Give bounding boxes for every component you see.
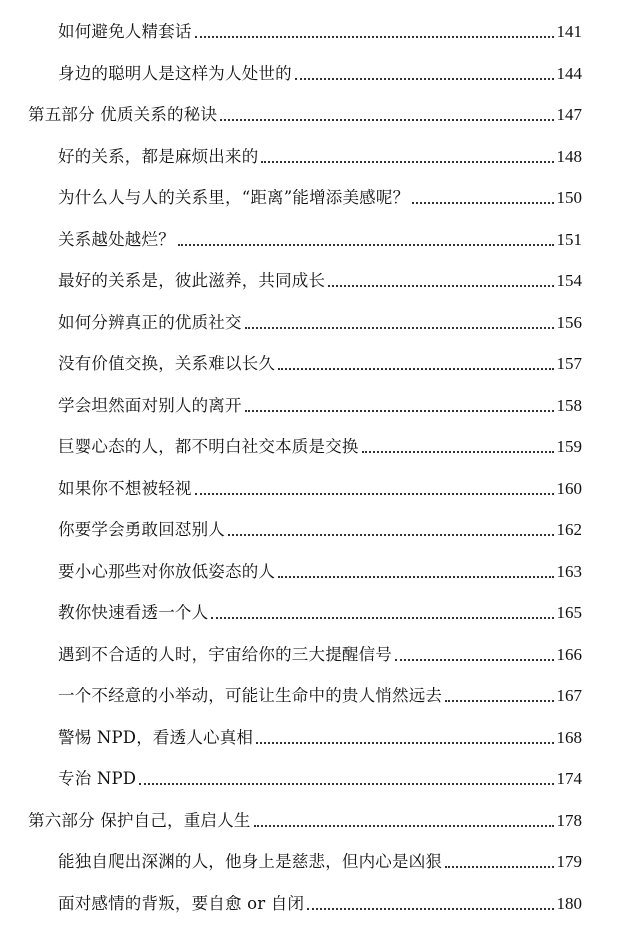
dot-leader xyxy=(445,700,553,702)
toc-page-number: 148 xyxy=(556,147,582,166)
toc-entry-title: 能独自爬出深渊的人，他身上是慈悲，但内心是凶狠 xyxy=(58,852,443,871)
toc-row[interactable] xyxy=(0,221,582,251)
toc-row[interactable] xyxy=(0,179,582,209)
dot-leader xyxy=(307,908,553,910)
toc-entry-title: 没有价值交换，关系难以长久 xyxy=(58,354,276,373)
dot-leader xyxy=(278,368,553,370)
dot-leader xyxy=(278,576,553,578)
toc-row[interactable] xyxy=(0,138,582,168)
toc-page-number: 160 xyxy=(556,479,582,498)
toc-entry-title: 如果你不想被轻视 xyxy=(58,479,192,498)
toc-row[interactable] xyxy=(0,345,582,375)
toc-part-row[interactable] xyxy=(0,802,582,832)
toc-page-number: 150 xyxy=(556,188,582,207)
toc-part-title: 第五部分 优质关系的秘诀 xyxy=(28,105,218,124)
toc-page-number: 159 xyxy=(556,437,582,456)
dot-leader xyxy=(195,36,554,38)
toc-page-number: 179 xyxy=(556,852,582,871)
toc-row[interactable] xyxy=(0,511,582,541)
toc-row[interactable] xyxy=(0,760,582,790)
toc-row[interactable] xyxy=(0,843,582,873)
dot-leader xyxy=(211,617,553,619)
toc-entry-title: 遇到不合适的人时，宇宙给你的三大提醒信号 xyxy=(58,645,392,664)
toc-entry-title: 警惕 NPD，看透人心真相 xyxy=(58,728,254,747)
toc-entry-title: 一个不经意的小举动，可能让生命中的贵人悄然远去 xyxy=(58,686,443,705)
toc-entry-title: 你要学会勇敢回怼别人 xyxy=(58,520,225,539)
dot-leader xyxy=(139,783,553,785)
dot-leader xyxy=(295,78,554,80)
toc-entry-title: 如何避免人精套话 xyxy=(58,22,192,41)
toc-part-title: 第六部分 保护自己，重启人生 xyxy=(28,811,251,830)
toc-page-number: 167 xyxy=(556,686,582,705)
dot-leader xyxy=(245,327,554,329)
toc-row[interactable] xyxy=(0,55,582,85)
toc-row[interactable] xyxy=(0,677,582,707)
toc-page-number: 151 xyxy=(556,230,582,249)
toc-entry-title: 面对感情的背叛，要自愈 or 自闭 xyxy=(58,894,305,913)
toc-page-number: 168 xyxy=(556,728,582,747)
toc-page-number: 156 xyxy=(556,313,582,332)
toc-page-number: 154 xyxy=(556,271,582,290)
dot-leader xyxy=(395,659,554,661)
toc-entry-title: 为什么人与人的关系里，“距离”能增添美感呢？ xyxy=(58,188,410,207)
dot-leader xyxy=(220,119,553,121)
dot-leader xyxy=(256,742,553,744)
dot-leader xyxy=(445,866,553,868)
toc-page-number: 144 xyxy=(556,64,582,83)
dot-leader xyxy=(228,534,554,536)
toc-row[interactable] xyxy=(0,262,582,292)
toc-row[interactable] xyxy=(0,594,582,624)
dot-leader xyxy=(261,161,553,163)
toc-row[interactable] xyxy=(0,885,582,915)
toc-page-number: 174 xyxy=(556,769,582,788)
toc-page-number: 178 xyxy=(556,811,582,830)
toc-page-number: 162 xyxy=(556,520,582,539)
toc-row[interactable] xyxy=(0,719,582,749)
dot-leader xyxy=(362,451,554,453)
dot-leader xyxy=(254,825,554,827)
toc-page-number: 165 xyxy=(556,603,582,622)
toc-entry-title: 最好的关系是，彼此滋养，共同成长 xyxy=(58,271,326,290)
toc-entry-title: 巨婴心态的人，都不明白社交本质是交换 xyxy=(58,437,359,456)
toc-row[interactable] xyxy=(0,13,582,43)
toc-page-number: 166 xyxy=(556,645,582,664)
toc-part-row[interactable] xyxy=(0,96,582,126)
toc-row[interactable] xyxy=(0,428,582,458)
toc-page-number: 158 xyxy=(556,396,582,415)
toc-page-number: 141 xyxy=(556,22,582,41)
toc-row[interactable] xyxy=(0,636,582,666)
toc-entry-title: 学会坦然面对别人的离开 xyxy=(58,396,242,415)
toc-entry-title: 关系越处越烂？ xyxy=(58,230,175,249)
toc-page-number: 180 xyxy=(556,894,582,913)
toc-row[interactable] xyxy=(0,387,582,417)
toc-page-number: 147 xyxy=(556,105,582,124)
dot-leader xyxy=(328,285,553,287)
dot-leader xyxy=(412,202,553,204)
dot-leader xyxy=(195,493,554,495)
toc-entry-title: 要小心那些对你放低姿态的人 xyxy=(58,562,276,581)
toc-row[interactable] xyxy=(0,553,582,583)
toc-row[interactable] xyxy=(0,304,582,334)
toc-page-number: 157 xyxy=(556,354,582,373)
toc-entry-title: 如何分辨真正的优质社交 xyxy=(58,313,242,332)
toc-page-number: 163 xyxy=(556,562,582,581)
toc-entry-title: 教你快速看透一个人 xyxy=(58,603,209,622)
toc-row[interactable] xyxy=(0,470,582,500)
toc-entry-title: 好的关系，都是麻烦出来的 xyxy=(58,147,259,166)
toc-entry-title: 身边的聪明人是这样为人处世的 xyxy=(58,64,292,83)
dot-leader xyxy=(178,244,554,246)
toc-entry-title: 专治 NPD xyxy=(58,769,137,788)
dot-leader xyxy=(245,410,554,412)
